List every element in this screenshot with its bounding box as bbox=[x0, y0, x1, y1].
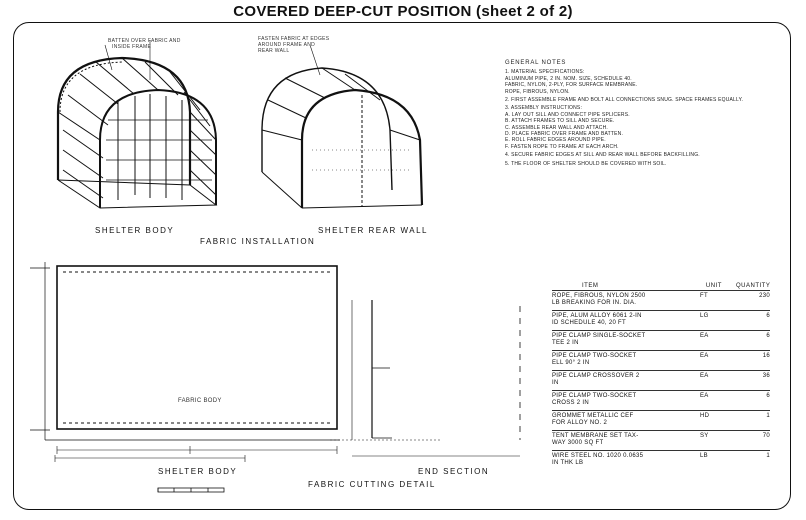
fabric-cutting-rectangle bbox=[30, 262, 340, 462]
caption-fabric-cutting-detail: FABRIC CUTTING DETAIL bbox=[308, 480, 436, 489]
shelter-body-arch-drawing bbox=[58, 40, 216, 208]
bom-qty: 36 bbox=[762, 373, 770, 379]
notes-heading: GENERAL NOTES bbox=[505, 60, 567, 66]
table-row bbox=[552, 450, 770, 470]
bom-item: PIPE CLAMP TWO-SOCKET ELL 90° 2 IN bbox=[552, 353, 637, 366]
bom-unit: EA bbox=[700, 333, 709, 339]
bom-item: PIPE, ALUM ALLOY 6061 2-IN ID SCHEDULE 40, 20 FT bbox=[552, 313, 642, 326]
bom-item: PIPE CLAMP SINGLE-SOCKET TEE 2 IN bbox=[552, 333, 646, 346]
general-notes bbox=[505, 60, 767, 169]
bom-unit: LG bbox=[700, 313, 709, 319]
caption-shelter-body: SHELTER BODY bbox=[95, 226, 175, 235]
callout-left-line2: INSIDE FRAME bbox=[112, 44, 152, 50]
bom-item: GROMMET METALLIC CEF FOR ALLOY NO. 2 bbox=[552, 413, 634, 426]
bill-of-materials-table bbox=[552, 283, 770, 470]
bom-item: TENT MEMBRANE SET TAX- WAY 3000 SQ FT bbox=[552, 433, 639, 446]
page-title: COVERED DEEP-CUT POSITION (sheet 2 of 2) bbox=[233, 3, 573, 20]
bom-unit: SY bbox=[700, 433, 709, 439]
callout-right-line3: REAR WALL bbox=[258, 48, 290, 54]
shelter-rear-wall-drawing bbox=[262, 45, 422, 208]
caption-fabric-installation: FABRIC INSTALLATION bbox=[200, 237, 316, 246]
bom-header-item: ITEM bbox=[582, 283, 599, 289]
table-row bbox=[552, 310, 770, 330]
bom-header-row bbox=[552, 283, 770, 290]
bom-qty: 6 bbox=[766, 313, 770, 319]
bom-unit: EA bbox=[700, 393, 709, 399]
bom-qty: 16 bbox=[762, 353, 770, 359]
bom-qty: 1 bbox=[766, 453, 770, 459]
callout-right-line1: FASTEN FABRIC AT EDGES bbox=[258, 36, 330, 42]
bom-unit: HD bbox=[700, 413, 710, 419]
table-row bbox=[552, 430, 770, 450]
caption-shelter-body-bottom: SHELTER BODY bbox=[158, 467, 238, 476]
bom-qty: 6 bbox=[766, 333, 770, 339]
bom-item: PIPE CLAMP CROSSOVER 2 IN bbox=[552, 373, 640, 386]
bom-unit: FT bbox=[700, 293, 708, 299]
end-section-drawing bbox=[330, 300, 520, 456]
note-item: 5. THE FLOOR OF SHELTER SHOULD BE COVERED WITH SOIL. bbox=[505, 160, 667, 167]
table-row bbox=[552, 350, 770, 370]
bom-unit: EA bbox=[700, 373, 709, 379]
bom-qty: 6 bbox=[766, 393, 770, 399]
bom-item: WIRE STEEL NO. 1020 0.0635 IN THK LB bbox=[552, 453, 644, 466]
note-item: 1. MATERIAL SPECIFICATIONS: ALUMINUM PIPE, 2 IN. NOM. SIZE, SCHEDULE 40. FABRIC, NYLON, 2-PLY, FOR SURFACE MEMBRANE. ROPE, FIBROUS, NYLON. bbox=[505, 69, 638, 95]
callout-left-line1: BATTEN OVER FABRIC AND bbox=[108, 38, 181, 44]
note-item: 3. ASSEMBLY INSTRUCTIONS: A. LAY OUT SILL AND CONNECT PIPE SPLICERS. B. ATTACH FRAMES TO SILL AND SECURE. C. ASSEMBLE REAR WALL AND ATTACH. D. PLACE FABRIC OVER FRAME AND BATTEN. E. ROLL FABRIC EDGES AROUND PIPE. F. FASTEN ROPE TO FRAME AT EACH ARCH. bbox=[505, 105, 630, 150]
bom-unit: EA bbox=[700, 353, 709, 359]
table-row bbox=[552, 410, 770, 430]
table-row bbox=[552, 370, 770, 390]
bom-item: ROPE, FIBROUS, NYLON 2500 LB BREAKING FOR IN. DIA. bbox=[552, 293, 646, 306]
bom-unit: LB bbox=[700, 453, 708, 459]
table-row bbox=[552, 330, 770, 350]
table-row bbox=[552, 290, 770, 310]
scale-bar bbox=[158, 488, 224, 492]
caption-shelter-rear-wall: SHELTER REAR WALL bbox=[318, 226, 428, 235]
bom-qty: 1 bbox=[766, 413, 770, 419]
bom-qty: 230 bbox=[759, 293, 770, 299]
caption-end-section: END SECTION bbox=[418, 467, 490, 476]
note-item: 2. FIRST ASSEMBLE FRAME AND BOLT ALL CONNECTIONS SNUG. SPACE FRAMES EQUALLY. bbox=[505, 97, 744, 104]
caption-fabric-center: FABRIC BODY bbox=[178, 398, 222, 404]
bom-qty: 70 bbox=[762, 433, 770, 439]
note-item: 4. SECURE FABRIC EDGES AT SILL AND REAR WALL BEFORE BACKFILLING. bbox=[505, 152, 700, 159]
bom-header-unit: UNIT bbox=[705, 283, 722, 289]
table-row bbox=[552, 390, 770, 410]
bom-item: PIPE CLAMP TWO-SOCKET CROSS 2 IN bbox=[552, 393, 637, 406]
bom-header-quantity: QUANTITY bbox=[736, 283, 771, 289]
callout-right-line2: AROUND FRAME AND bbox=[258, 42, 316, 48]
